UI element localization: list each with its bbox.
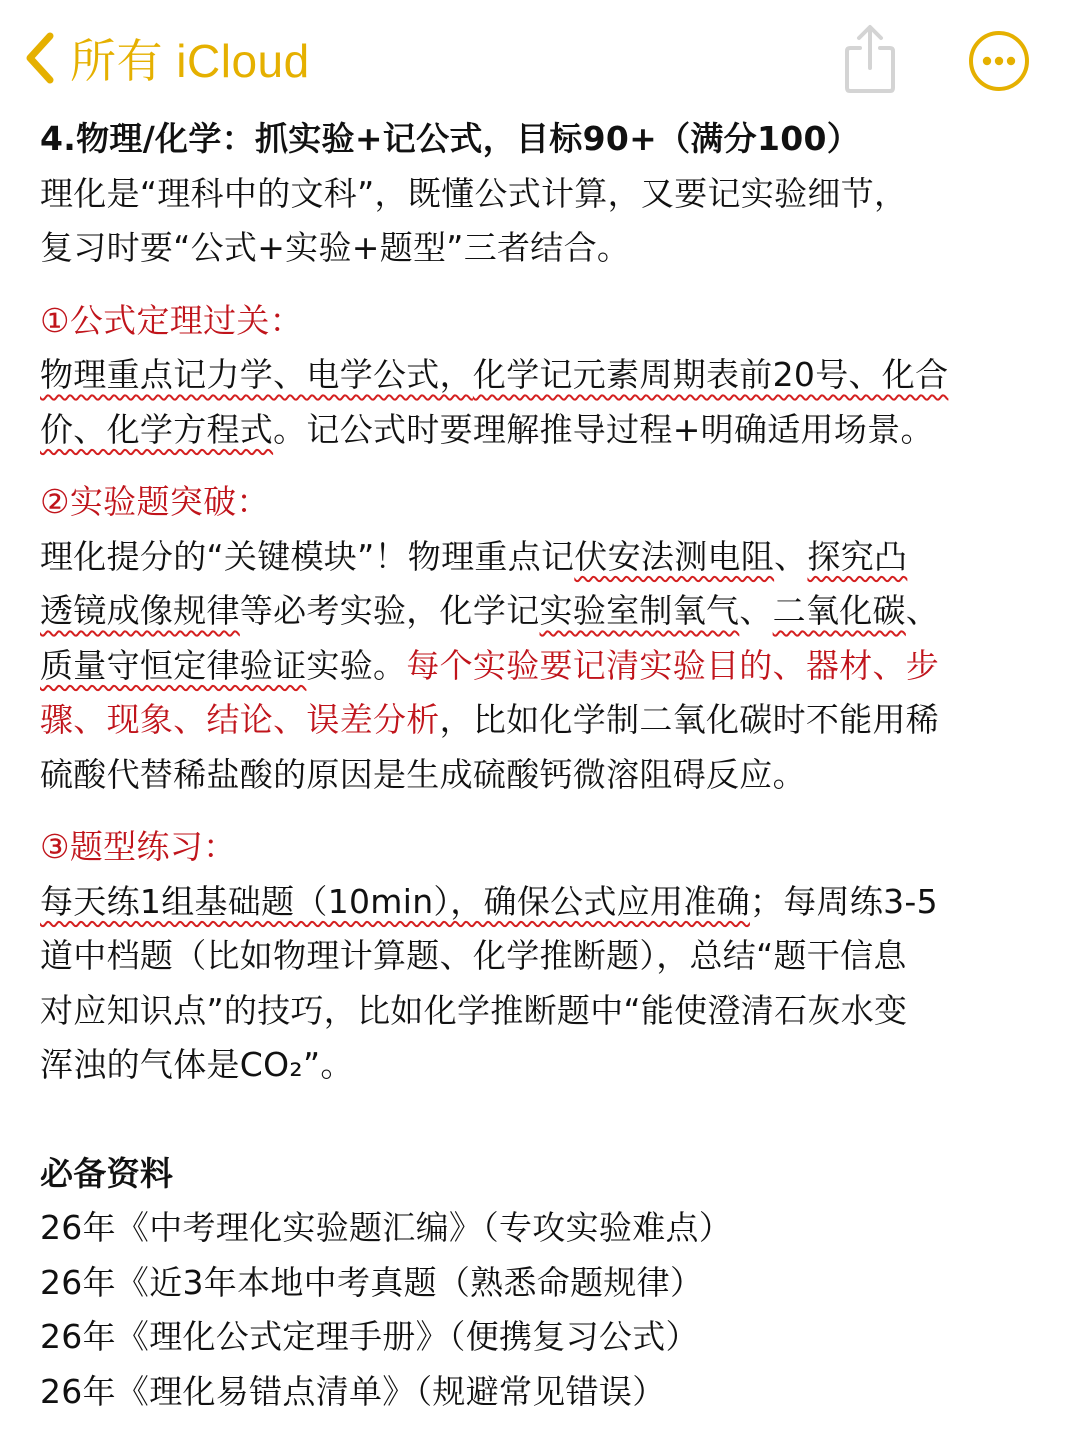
section-heading-experiments: ②实验题突破： (40, 482, 270, 521)
experiments-text: ，比如化学制二氧化碳时不能用稀 (439, 700, 940, 739)
intro-line-1: 理化是“理科中的文科”，既懂公式计算，又要记实验细节， (40, 173, 908, 213)
experiments-line-4 (40, 693, 1040, 748)
practice-line-2: 道中档题（比如物理计算题、化学推断题），总结“题干信息 (40, 936, 907, 975)
formulas-line-1 (40, 348, 1040, 403)
chevron-left-icon (22, 30, 56, 86)
underlined-physics-formulas: 物理重点记力学、电学公式， (40, 355, 473, 394)
more-button[interactable] (968, 30, 1030, 92)
experiments-line-1 (40, 530, 1040, 585)
underlined-oxygen-prep: 实验室制氧气 (539, 591, 740, 630)
experiments-line-3 (40, 639, 1040, 694)
note-body[interactable] (40, 112, 1040, 1419)
underlined-daily-practice: 每天练1组基础题（10min），确保公式应用准确 (40, 881, 750, 921)
section-heading-practice: ③题型练习： (40, 827, 237, 866)
comma: 、 (739, 591, 773, 630)
underlined-mass-conservation: 质量守恒定律验证 (40, 645, 307, 685)
practice-line-3: 对应知识点”的技巧，比如化学推断题中“能使澄清石灰水变 (40, 990, 908, 1030)
share-icon (842, 81, 898, 100)
experiments-text: 等必考实验，化学记 (239, 591, 540, 630)
underlined-lens-experiment: 探究凸 (807, 536, 908, 576)
experiments-text: 理化提分的“关键模块”！物理重点记 (40, 536, 575, 576)
underlined-lens-experiment-cont: 透镜成像规律 (40, 591, 240, 630)
back-label: 所有 iCloud (70, 35, 310, 87)
practice-text: ；每周练3-5 (749, 881, 938, 921)
experiments-line-5: 硫酸代替稀盐酸的原因是生成硫酸钙微溶阻碍反应。 (40, 754, 806, 794)
formulas-line-2 (40, 403, 1040, 458)
materials-item: 26年《理化公式定理手册》（便携复习公式） (40, 1317, 699, 1356)
share-button[interactable] (842, 22, 898, 96)
materials-heading: 必备资料 (40, 1153, 174, 1193)
section-heading-formulas: ①公式定理过关： (40, 300, 303, 340)
underlined-voltammetry: 伏安法测电阻 (574, 536, 775, 576)
experiments-text: 实验。 (306, 645, 407, 685)
comma: 、 (905, 591, 940, 630)
formulas-text: 。记公式时要理解推导过程+明确适用场景。 (273, 409, 934, 449)
materials-item: 26年《理化易错点清单》（规避常见错误） (40, 1371, 666, 1411)
comma: 、 (774, 536, 808, 576)
note-title: 4.物理/化学：抓实验+记公式，目标90+（满分100） (40, 119, 861, 158)
materials-item: 26年《近3年本地中考真题（熟悉命题规律） (40, 1262, 704, 1302)
red-highlight-requirements: 每个实验要记清实验目的、器材、步 (406, 645, 940, 685)
underlined-co2: 二氧化碳 (772, 591, 906, 630)
navigation-bar (0, 0, 1080, 110)
intro-line-2: 复习时要“公式+实验+题型”三者结合。 (40, 228, 631, 267)
practice-line-1 (40, 875, 1040, 930)
more-icon (968, 77, 1030, 96)
materials-item: 26年《中考理化实验题汇编》（专攻实验难点） (40, 1208, 733, 1247)
underlined-chem-equations: 价、化学方程式 (40, 409, 274, 449)
practice-line-4: 浑浊的气体是CO₂”。 (40, 1045, 354, 1084)
experiments-line-2 (40, 584, 1040, 639)
underlined-chem-elements: 化学记元素周期表前20号、化合 (472, 355, 949, 394)
red-highlight-requirements-cont: 骤、现象、结论、误差分析 (40, 700, 440, 739)
back-button[interactable] (22, 26, 310, 90)
